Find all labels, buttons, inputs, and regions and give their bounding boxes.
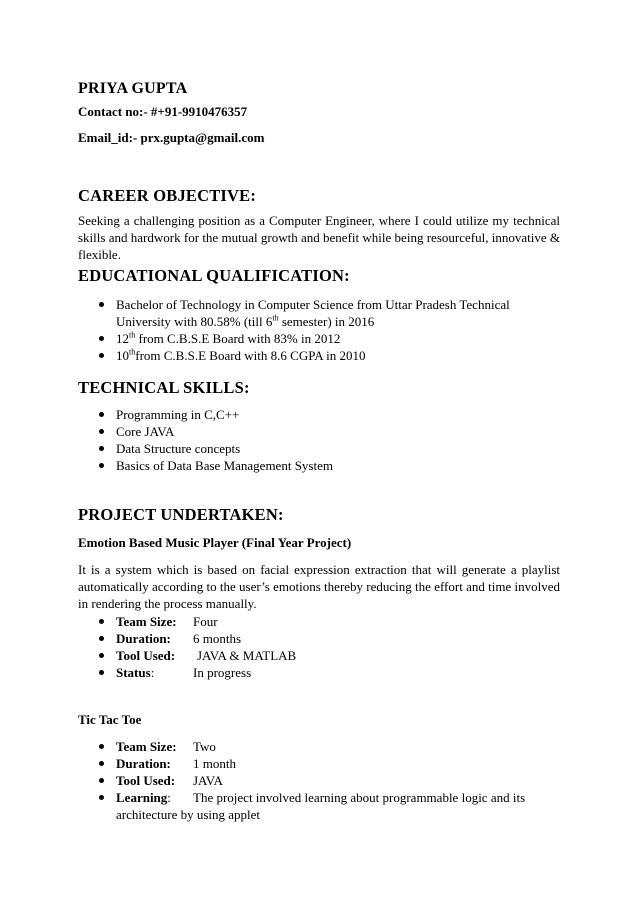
grade-10: 10 — [116, 348, 129, 363]
education-list — [78, 296, 538, 364]
detail-value: Two — [193, 739, 216, 754]
list-item — [78, 457, 333, 474]
project-details-list — [78, 738, 558, 823]
superscript: th — [129, 330, 136, 340]
detail-label: Duration: — [116, 631, 171, 646]
bullet-icon — [99, 795, 104, 800]
career-objective-text: Seeking a challenging position as a Computer Engineer, where I could utilize my technical skills and hardwork for the mutual growth and benefit while being resourceful, innovative & flexible. — [78, 213, 560, 262]
project-title: Tic Tac Toe — [78, 712, 142, 727]
grade-10-tail: from C.B.S.E Board with 8.6 CGPA in 2010 — [135, 348, 366, 363]
contact-number: Contact no:- #+91-9910476357 — [78, 104, 248, 119]
list-item — [78, 789, 558, 823]
detail-colon: : — [150, 665, 155, 680]
bullet-icon — [99, 619, 104, 624]
bullet-icon — [99, 463, 104, 468]
bullet-icon — [99, 744, 104, 749]
detail-colon: : — [167, 790, 171, 805]
detail-value: JAVA — [193, 773, 223, 788]
detail-value: 6 months — [193, 631, 242, 646]
detail-label: Team Size: — [116, 739, 177, 754]
bullet-icon — [99, 670, 104, 675]
detail-value: 1 month — [193, 756, 236, 771]
list-item — [78, 423, 333, 440]
bullet-icon — [99, 336, 104, 341]
skill-text: Data Structure concepts — [116, 441, 241, 456]
list-item — [78, 664, 296, 681]
list-item — [78, 772, 558, 789]
project-title: Emotion Based Music Player (Final Year Project) — [78, 535, 352, 550]
project-description: It is a system which is based on facial expression extraction that will generate a playlist automatically according to the user’s emotions thereby reducing the effort and time involved in rendering the process manually. — [78, 562, 560, 611]
list-item — [78, 647, 296, 664]
skill-text: Programming in C,C++ — [116, 407, 240, 422]
detail-value: Four — [193, 614, 218, 629]
candidate-name: PRIYA GUPTA — [78, 80, 188, 97]
detail-label: Status — [116, 665, 151, 680]
grade-12-tail: from C.B.S.E Board with 83% in 2012 — [135, 331, 341, 346]
detail-label: Tool Used: — [116, 773, 176, 788]
list-item — [78, 440, 333, 457]
skill-text: Core JAVA — [116, 424, 175, 439]
project-details-list — [78, 613, 296, 681]
list-item — [78, 738, 558, 755]
bullet-icon — [99, 429, 104, 434]
list-item — [78, 755, 558, 772]
bullet-icon — [99, 761, 104, 766]
detail-label: Duration: — [116, 756, 171, 771]
education-heading: EDUCATIONAL QUALIFICATION: — [78, 266, 350, 285]
bullet-icon — [99, 412, 104, 417]
bullet-icon — [99, 636, 104, 641]
superscript: th — [272, 313, 279, 323]
skill-text: Basics of Data Base Management System — [116, 458, 333, 473]
email-address: Email_id:- prx.gupta@gmail.com — [78, 130, 265, 145]
list-item — [78, 330, 538, 347]
detail-value: The project involved learning about programmable logic and its architecture by using applet — [116, 790, 526, 822]
list-item — [78, 406, 333, 423]
technical-skills-heading: TECHNICAL SKILLS: — [78, 378, 250, 397]
detail-value: In progress — [193, 665, 252, 680]
career-objective-heading: CAREER OBJECTIVE: — [78, 186, 257, 205]
degree-text: Bachelor of Technology in Computer Science from Uttar Pradesh Technical University with 80.58% (till 6 — [116, 297, 510, 329]
degree-tail: semester) in 2016 — [278, 314, 375, 329]
list-item — [78, 613, 296, 630]
bullet-icon — [99, 653, 104, 658]
detail-label: Tool Used: — [116, 648, 176, 663]
bullet-icon — [99, 302, 104, 307]
detail-value: JAVA & MATLAB — [197, 648, 297, 663]
list-item — [78, 630, 296, 647]
bullet-icon — [99, 446, 104, 451]
list-item — [78, 296, 538, 330]
projects-heading: PROJECT UNDERTAKEN: — [78, 505, 284, 524]
detail-label: Team Size: — [116, 614, 177, 629]
bullet-icon — [99, 778, 104, 783]
detail-label: Learning — [116, 790, 168, 805]
grade-12: 12 — [116, 331, 129, 346]
skills-list — [78, 406, 333, 474]
list-item — [78, 347, 538, 364]
bullet-icon — [99, 353, 104, 358]
superscript: th — [129, 347, 136, 357]
